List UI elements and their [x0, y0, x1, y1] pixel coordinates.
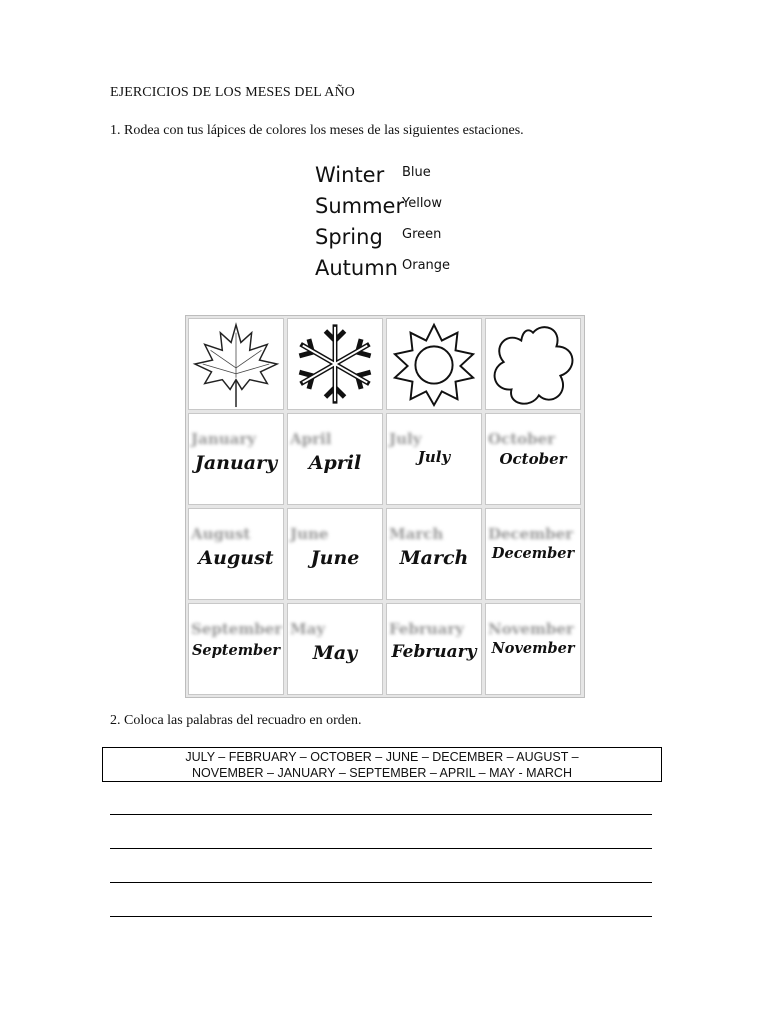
month-ghost: August [191, 525, 251, 543]
month-cell [287, 603, 383, 695]
month-ghost: May [290, 620, 326, 638]
month-cell [188, 413, 284, 505]
word-box [102, 747, 662, 782]
word-box-line-1: JULY – FEBRUARY – OCTOBER – JUNE – DECEMBER – AUGUST – [185, 750, 579, 764]
month-ghost: June [290, 525, 329, 543]
answer-line[interactable] [110, 848, 652, 849]
month-cell [188, 508, 284, 600]
question-1: 1. Rodea con tus lápices de colores los meses de las siguientes estaciones. [110, 123, 524, 138]
month-cell [287, 413, 383, 505]
season-name: Summer [315, 194, 405, 218]
month-ghost: July [389, 430, 422, 448]
month-ghost: January [191, 430, 256, 448]
question-2: 2. Coloca las palabras del recuadro en orden. [110, 713, 362, 728]
month-label: October [499, 450, 567, 468]
season-name: Winter [315, 163, 385, 187]
month-ghost: April [290, 430, 332, 448]
maple-leaf-icon [188, 318, 284, 410]
month-cell [485, 603, 581, 695]
flower-icon [485, 318, 581, 410]
season-color: Blue [402, 165, 431, 180]
answer-line[interactable] [110, 916, 652, 917]
month-ghost: February [389, 620, 465, 638]
month-cell [386, 413, 482, 505]
month-label: February [391, 642, 477, 662]
month-label: April [308, 452, 362, 474]
season-color: Orange [402, 258, 451, 273]
month-label: July [417, 448, 451, 466]
month-ghost: November [488, 620, 574, 638]
month-label: September [191, 642, 281, 659]
month-ghost: October [488, 430, 556, 448]
word-box-line-2: NOVEMBER – JANUARY – SEPTEMBER – APRIL – MAY - MARCH [192, 766, 572, 780]
month-label: January [194, 452, 278, 474]
snowflake-icon [287, 318, 383, 410]
month-label: November [491, 640, 575, 657]
month-ghost: September [191, 620, 283, 638]
month-label: December [491, 545, 575, 562]
months-grid [185, 315, 585, 698]
month-label: June [310, 547, 360, 569]
month-cell [287, 508, 383, 600]
month-label: May [312, 642, 358, 664]
sun-icon [386, 318, 482, 410]
season-name: Autumn [315, 256, 398, 280]
season-color: Green [402, 227, 442, 242]
month-cell [485, 508, 581, 600]
month-label: August [198, 547, 274, 569]
month-ghost: March [389, 525, 444, 543]
answer-line[interactable] [110, 882, 652, 883]
answer-line[interactable] [110, 814, 652, 815]
season-name: Spring [315, 225, 383, 249]
month-cell [188, 603, 284, 695]
month-cell [386, 603, 482, 695]
month-cell [485, 413, 581, 505]
month-cell [386, 508, 482, 600]
season-color: Yellow [402, 196, 443, 211]
worksheet-title: EJERCICIOS DE LOS MESES DEL AÑO [110, 85, 355, 100]
month-ghost: December [488, 525, 574, 543]
month-label: March [399, 547, 469, 569]
